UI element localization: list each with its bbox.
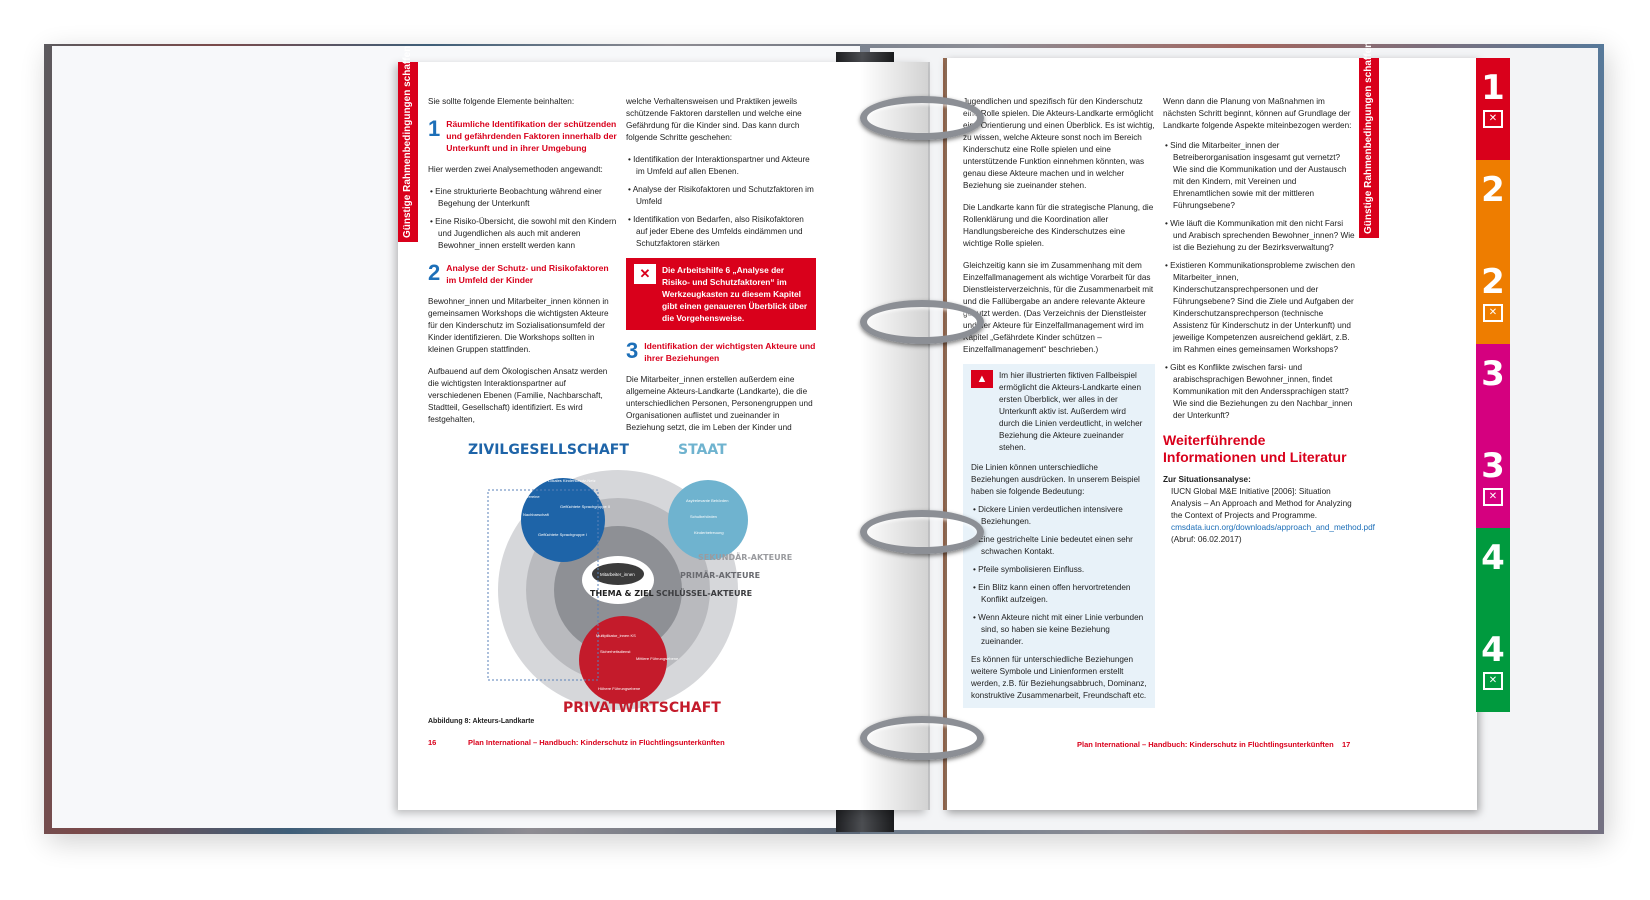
left-col-2: [626, 96, 816, 434]
more-symbols-text: Es können für unterschiedliche Beziehungen weitere Symbole und Linienformen erstellt werden, z.B. für Beziehungsabbruch, Dominanz, konstruktive Zusammenarbeit, Freundschaft etc.: [971, 655, 1147, 700]
right-page-number: 17: [1342, 740, 1351, 749]
legend-arrows: • Pfeile symbolisieren Einfluss.: [973, 565, 1085, 574]
reference-link-line: [1163, 522, 1375, 546]
bullet-risk-overview: • Eine Risiko-Übersicht, die sowohl mit den Kindern und Jugendlichen als auch mit anderen Bewohner_innen erstellt werden kann: [430, 217, 617, 250]
register-tab-2-tools[interactable]: [1476, 252, 1510, 344]
label-staff: Mitarbeiter_innen: [600, 572, 635, 577]
legend-dashed-line: • Eine gestrichelte Linie bedeutet einen sehr schwachen Kontakt.: [973, 535, 1133, 556]
register-tab-2-tools-number: 2: [1481, 262, 1505, 302]
figure-caption: Abbildung 8: Akteurs-Landkarte: [428, 718, 535, 725]
civil-society-circle: [521, 478, 605, 562]
left-side-label: Günstige Rahmenbedingungen schaffen: [402, 45, 413, 238]
legend-no-line: • Wenn Akteure nicht mit einer Linie verbunden sind, so haben sie keine Beziehung zueinander.: [973, 613, 1144, 646]
literature-heading: Weiterführende Informationen und Literatur: [1163, 432, 1347, 465]
register-tab-3-number: 3: [1481, 354, 1505, 394]
measures-paragraph: Wenn dann die Planung von Maßnahmen im nächsten Schritt beginnt, können auf Grundlage der Landkarte folgende Aspekte miteinbezogen werden:: [1163, 97, 1352, 130]
left-page-number: 16: [428, 738, 437, 747]
register-tab-3-tools-number: 3: [1481, 446, 1505, 486]
binder-ring-3: [860, 510, 984, 554]
heading-2-text: Analyse der Schutz- und Risikofaktoren im Umfeld der Kinder: [446, 263, 609, 285]
private-item-1: Multiplikator_innen KS: [596, 633, 636, 638]
case-icon: ▲: [971, 370, 993, 388]
private-item-4: Höhere Führungsebene: [598, 686, 641, 691]
question-network: • Sind die Mitarbeiter_innen der Betreiberorganisation insgesamt gut vernetzt? Wie sind die Kommunikation und der Austausch mit den Kindern, mit Vereinen und Ehrenamtlichen sowie mit der mittleren Führungsebene?: [1165, 141, 1347, 210]
workshop-paragraph: Bewohner_innen und Mitarbeiter_innen können in gemeinsamen Workshops die wichtigsten Akteure für den Kinderschutz im Sozialisationsumfeld der Kinder identifizieren. Die Workshops sollten in kleinen Gruppen stattfinden.: [428, 297, 609, 354]
register-tab-3-tools[interactable]: [1476, 436, 1510, 528]
label-primary: PRIMÄR-AKTEURE: [680, 571, 761, 580]
label-key: SCHLÜSSEL-AKTEURE: [656, 589, 753, 598]
reference-access-date: (Abruf: 06.02.2017): [1171, 535, 1242, 544]
question-conflicts: • Gibt es Konflikte zwischen farsi- und arabischsprachigen Bewohner_innen, findet Kommunikation mit den Anderssprachigen statt? Wie sind die Beziehungen zu den Nachbar_innen der Unterkunft?: [1165, 363, 1353, 420]
heading-1: [428, 118, 618, 154]
label-state: STAAT: [678, 442, 727, 458]
methods-intro: Hier werden zwei Analysemethoden angewandt:: [428, 165, 603, 174]
ecological-paragraph: Aufbauend auf dem Ökologischen Ansatz werden die wichtigsten Interaktionspartner auf verschiedenen Ebenen (Familie, Nachbarschaft, Stadtteil, Gesellschaft) identifiziert. Es wird festgehalten,: [428, 367, 608, 424]
label-private: PRIVATWIRTSCHAFT: [563, 700, 721, 716]
right-page: [945, 41, 1477, 810]
legend-thick-lines: • Dickere Linien verdeutlichen intensivere Beziehungen.: [973, 505, 1123, 526]
legend-lightning: • Ein Blitz kann einen offen hervortretenden Konflikt aufzeigen.: [973, 583, 1131, 604]
bullet-analysis: • Analyse der Risikofaktoren und Schutzfaktoren im Umfeld: [628, 185, 814, 206]
case-management-paragraph: Gleichzeitig kann sie im Zusammenhang mit dem Einzelfallmanagement als wichtige Vorarbeit für das Dienstleisterverzeichnis, für die Zusammenarbeit mit und die Fallübergabe an andere relevante Akteure genutzt werden. (Das Verzeichnis der Dienstleister und der Akteure für Einzelfallmanagement wird im Kapitel „Gefährdete Kinder schützen – Einzelfallmanagement“ beschrieben.): [963, 261, 1154, 354]
civil-item-2: Vereine: [526, 494, 540, 499]
state-item-1: Asylrelevante Behörden: [686, 498, 729, 503]
left-side-tab: [398, 45, 418, 242]
orientation-paragraph: Jugendlichen und spezifisch für den Kinderschutz eine Rolle spielen. Die Akteurs-Landkarte ermöglicht eine Orientierung und einen Überblick. Es ist wichtig, zu wissen, welche Akteure sonst noch im Bereich Kinderschutz eine Rolle spielen und eine unterstützende Funktion einnehmen könnten, was genau diese Akteure machen und in welcher Beziehung sie zueinander stehen.: [963, 97, 1155, 190]
reference-link[interactable]: cmsdata.iucn.org/downloads/approach_and_method.pdf: [1171, 523, 1375, 532]
label-center: THEMA & ZIEL: [590, 589, 654, 598]
private-item-2: Sicherheitsdienst: [600, 649, 631, 654]
heading-1-number: 1: [428, 116, 441, 141]
civil-item-4: Geflüchtete Sprachgruppe II: [560, 504, 611, 509]
binder-ring-2: [860, 300, 984, 344]
left-footer-text: Plan International – Handbuch: Kinderschutz in Flüchtlingsunterkünften: [468, 738, 725, 747]
toolbox-hint-text: Die Arbeitshilfe 6 „Analyse der Risiko- und Schutzfaktoren“ im Werkzeugkasten zu diesem Kapitel gibt einen genaueren Überblick über die Vorgehensweise.: [662, 265, 808, 323]
tools-icon: ✕: [1483, 110, 1503, 128]
bullet-identification: • Identifikation der Interaktionspartner und Akteure im Umfeld auf allen Ebenen.: [628, 155, 810, 176]
tools-icon: ✕: [634, 264, 656, 284]
register-tab-2-number: 2: [1481, 170, 1505, 210]
bullet-needs: • Identifikation von Bedarfen, also Risikofaktoren auf jeder Ebene des Umfelds eindämmen und Schutzfaktoren stärken: [628, 215, 804, 248]
civil-item-1: Lokales Kinderschutz-Netz: [548, 478, 596, 483]
reference-text: IUCN Global M&E Initiative [2006]: Situation Analysis – An Approach and Method for Analyzing the Context of Projects and Programme.: [1171, 487, 1352, 520]
state-item-2: Schulbehörden: [690, 514, 717, 519]
case-example-intro: [971, 370, 1147, 454]
planning-paragraph: Die Landkarte kann für die strategische Planung, die Rollenklärung und die Koordination aller Handlungsbereiche des Kinderschutzes eine wichtige Rolle spielen.: [963, 203, 1154, 248]
label-civil-society: ZIVILGESELLSCHAFT: [468, 442, 629, 458]
register-tab-4-tools[interactable]: [1476, 620, 1510, 712]
tools-icon: ✕: [1483, 304, 1503, 322]
heading-3-number: 3: [626, 338, 639, 363]
binder-ring-4: [860, 716, 984, 760]
right-footer-text: Plan International – Handbuch: Kinderschutz in Flüchtlingsunterkünften: [1077, 740, 1334, 749]
register-tab-4[interactable]: [1476, 528, 1510, 620]
label-secondary: SEKUNDÄR-AKTEURE: [698, 553, 793, 562]
right-side-tab: [1359, 41, 1379, 238]
left-page: [398, 45, 928, 810]
right-side-label: Günstige Rahmenbedingungen schaffen: [1363, 41, 1374, 234]
heading-2: [428, 262, 618, 286]
state-item-3: Kinderbetreuung: [694, 530, 724, 535]
lines-meaning-text: Die Linien können unterschiedliche Beziehungen ausdrücken. In unserem Beispiel haben sie folgende Bedeutung:: [971, 463, 1140, 496]
left-page-curl: [860, 62, 930, 810]
civil-item-5: Geflüchtete Sprachgruppe I: [538, 532, 587, 537]
register-tab-4-tools-number: 4: [1481, 630, 1505, 670]
left-col-1: [428, 96, 618, 426]
actor-map-diagram: [468, 440, 798, 720]
heading-3: [626, 340, 816, 364]
question-communication: • Wie läuft die Kommunikation mit den nicht Farsi und Arabisch sprechenden Bewohner_innen? Wie ist die Beziehung zu der Bezirksverwaltung?: [1165, 219, 1355, 252]
toolbox-hint-box: [626, 258, 816, 330]
situation-analysis-subheading: Zur Situationsanalyse:: [1163, 475, 1251, 484]
state-circle: [668, 480, 748, 560]
actor-map-paragraph: Die Mitarbeiter_innen erstellen außerdem eine allgemeine Akteurs-Landkarte (Landkarte), die die unterschiedlichen Personen, Personengruppen und Organisationen auflistet und zueinander in Beziehung setzt, die im Leben der Kinder und: [626, 375, 813, 432]
heading-2-number: 2: [428, 260, 441, 285]
intro-text: Sie sollte folgende Elemente beinhalten:: [428, 97, 575, 106]
register-tab-4-number: 4: [1481, 538, 1505, 578]
private-item-3: Mittlere Führungsebene: [636, 656, 679, 661]
register-tab-2[interactable]: [1476, 160, 1510, 252]
binder-ring-1: [860, 96, 984, 140]
question-problems: • Existieren Kommunikationsprobleme zwischen den Mitarbeiter_innen, Kinderschutzansprechpersonen und der Führungsebene? Sind die Ziele und Aufgaben der Kinderschutzansprechperson (technische Assistenz für Kinderschutz in der Unterkunft) und jeweilige Kompetenzen ausreichend geklärt, z.B. im Rahmen eines gemeinsamen Workshops?: [1165, 261, 1355, 354]
heading-1-text: Räumliche Identifikation der schützenden und gefährdenden Faktoren innerhalb der Unterkunft und in ihrer Umgebung: [446, 119, 617, 153]
register-tab-1-number: 1: [1481, 68, 1505, 108]
case-example-intro-text: Im hier illustrierten fiktiven Fallbeispiel ermöglicht die Akteurs-Landkarte einen ersten Überblick, wer alles in der Unterkunft aktiv ist. Außerdem wird durch die Linien verdeutlicht, in welcher Beziehung die Akteure zueinander stehen.: [999, 371, 1143, 452]
heading-3-text: Identifikation der wichtigsten Akteure und ihrer Beziehungen: [644, 341, 816, 363]
register-tab-1[interactable]: [1476, 58, 1510, 160]
bullet-observation: • Eine strukturierte Beobachtung während einer Begehung der Unterkunft: [430, 187, 602, 208]
register-tab-3[interactable]: [1476, 344, 1510, 436]
right-col-1: [963, 96, 1155, 708]
tools-icon: ✕: [1483, 488, 1503, 506]
practices-paragraph: welche Verhaltensweisen und Praktiken jeweils schützende Faktoren darstellen und welche eine Gefährdung für die Kinder sind. Das kann durch folgende Schritte geschehen:: [626, 97, 802, 142]
tools-icon: ✕: [1483, 672, 1503, 690]
civil-item-3: Nachbarschaft: [523, 512, 549, 517]
case-example-box: [963, 364, 1155, 708]
